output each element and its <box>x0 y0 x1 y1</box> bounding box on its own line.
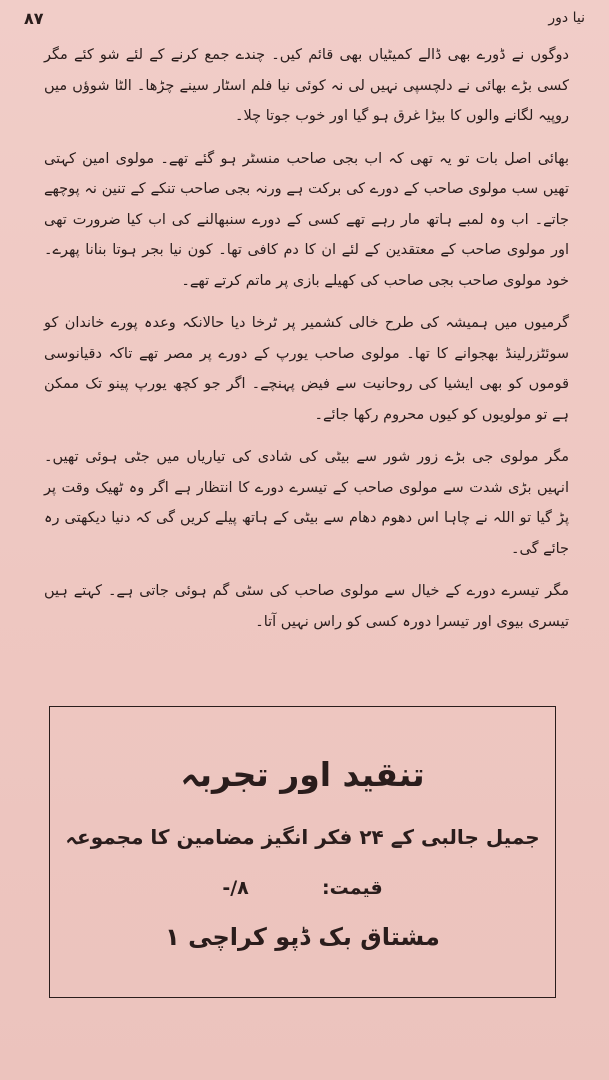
paragraph: گرمیوں میں ہمیشہ کی طرح خالی کشمیر پر ٹرخا دیا حالانکہ وعدہ پورے خاندان کو سوئٹزرلینڈ بھجوانے کا تھا۔ مولوی صاحب یورپ کے دورے پر مصر تھے تاکہ دقیانوسی قوموں کو بھی ایشیا کی روحانیت سے فیض پہنچے۔ اگر جو کچھ یورپ پینو تک ممکن ہے تو مولویوں کو کیوں محروم رکھا جائے۔ <box>44 315 569 423</box>
article-body <box>44 40 569 649</box>
ad-book-description: جمیل جالبی کے ۲۴ فکر انگیز مضامین کا مجموعہ <box>65 825 540 849</box>
ad-price-label: قیمت: <box>322 877 383 899</box>
page-header <box>24 6 585 30</box>
ad-publisher: مشتاق بک ڈپو کراچی ۱ <box>165 923 440 951</box>
book-advertisement <box>49 706 556 998</box>
paragraph: مگر مولوی جی بڑے زور شور سے بیٹی کی شادی کی تیاریاں میں جٹی ہوئی تھیں۔ انہیں بڑی شدت سے مولوی صاحب کے تیسرے دورے کا انتظار ہے اگر وہ ٹھیک وقت پر پڑ گیا تو اللہ نے چاہا اس دھوم دھام سے بیٹی کے ہاتھ پیلے کریں گی کہ دنیا دیکھتی رہ جائے گی۔ <box>44 449 569 557</box>
paragraph: بھائی اصل بات تو یہ تھی کہ اب بجی صاحب منسٹر ہو گئے تھے۔ مولوی امین کہتی تھیں سب مولوی صاحب کے دورے کی برکت ہے ورنہ بجی صاحب تنکے کے تنین نہ پوچھے جاتے۔ اب وہ لمبے ہاتھ مار رہے تھے کسی کے دورے سنبھالنے کی اب کیا ضرورت تھی اور مولوی صاحب کے معتقدین کے لئے ان کا دم کافی تھا۔ کون نیا بجر ہوتا بنانا پھرے۔ خود مولوی صاحب بجی صاحب کی کھیلے بازی پر ماتم کرتے تھے۔ <box>44 150 569 289</box>
ad-book-title: تنقید اور تجربہ <box>180 755 425 794</box>
running-title: نیا دور <box>548 10 585 26</box>
ad-price-value: ۸/- <box>222 877 249 899</box>
paragraph: دوگوں نے ڈورے بھی ڈالے کمیٹیاں بھی قائم کیں۔ چندے جمع کرنے کے لئے شو کئے مگر کسی بڑے بھائی نے دلچسپی نہیں لی نہ کوئی نیا فلم اسٹار سینے چڑھا۔ الٹا شوؤں میں روپیہ لگانے والوں کا بیڑا غرق ہو گیا اور خوب جوتا چلا۔ <box>44 47 569 124</box>
page-number: ۸۷ <box>24 8 44 28</box>
ad-price-line <box>50 877 555 899</box>
paragraph: مگر تیسرے دورے کے خیال سے مولوی صاحب کی سٹی گم ہوئی جاتی ہے۔ کہتے ہیں تیسری بیوی اور تیسرا دورہ کسی کو راس نہیں آتا۔ <box>44 583 569 630</box>
